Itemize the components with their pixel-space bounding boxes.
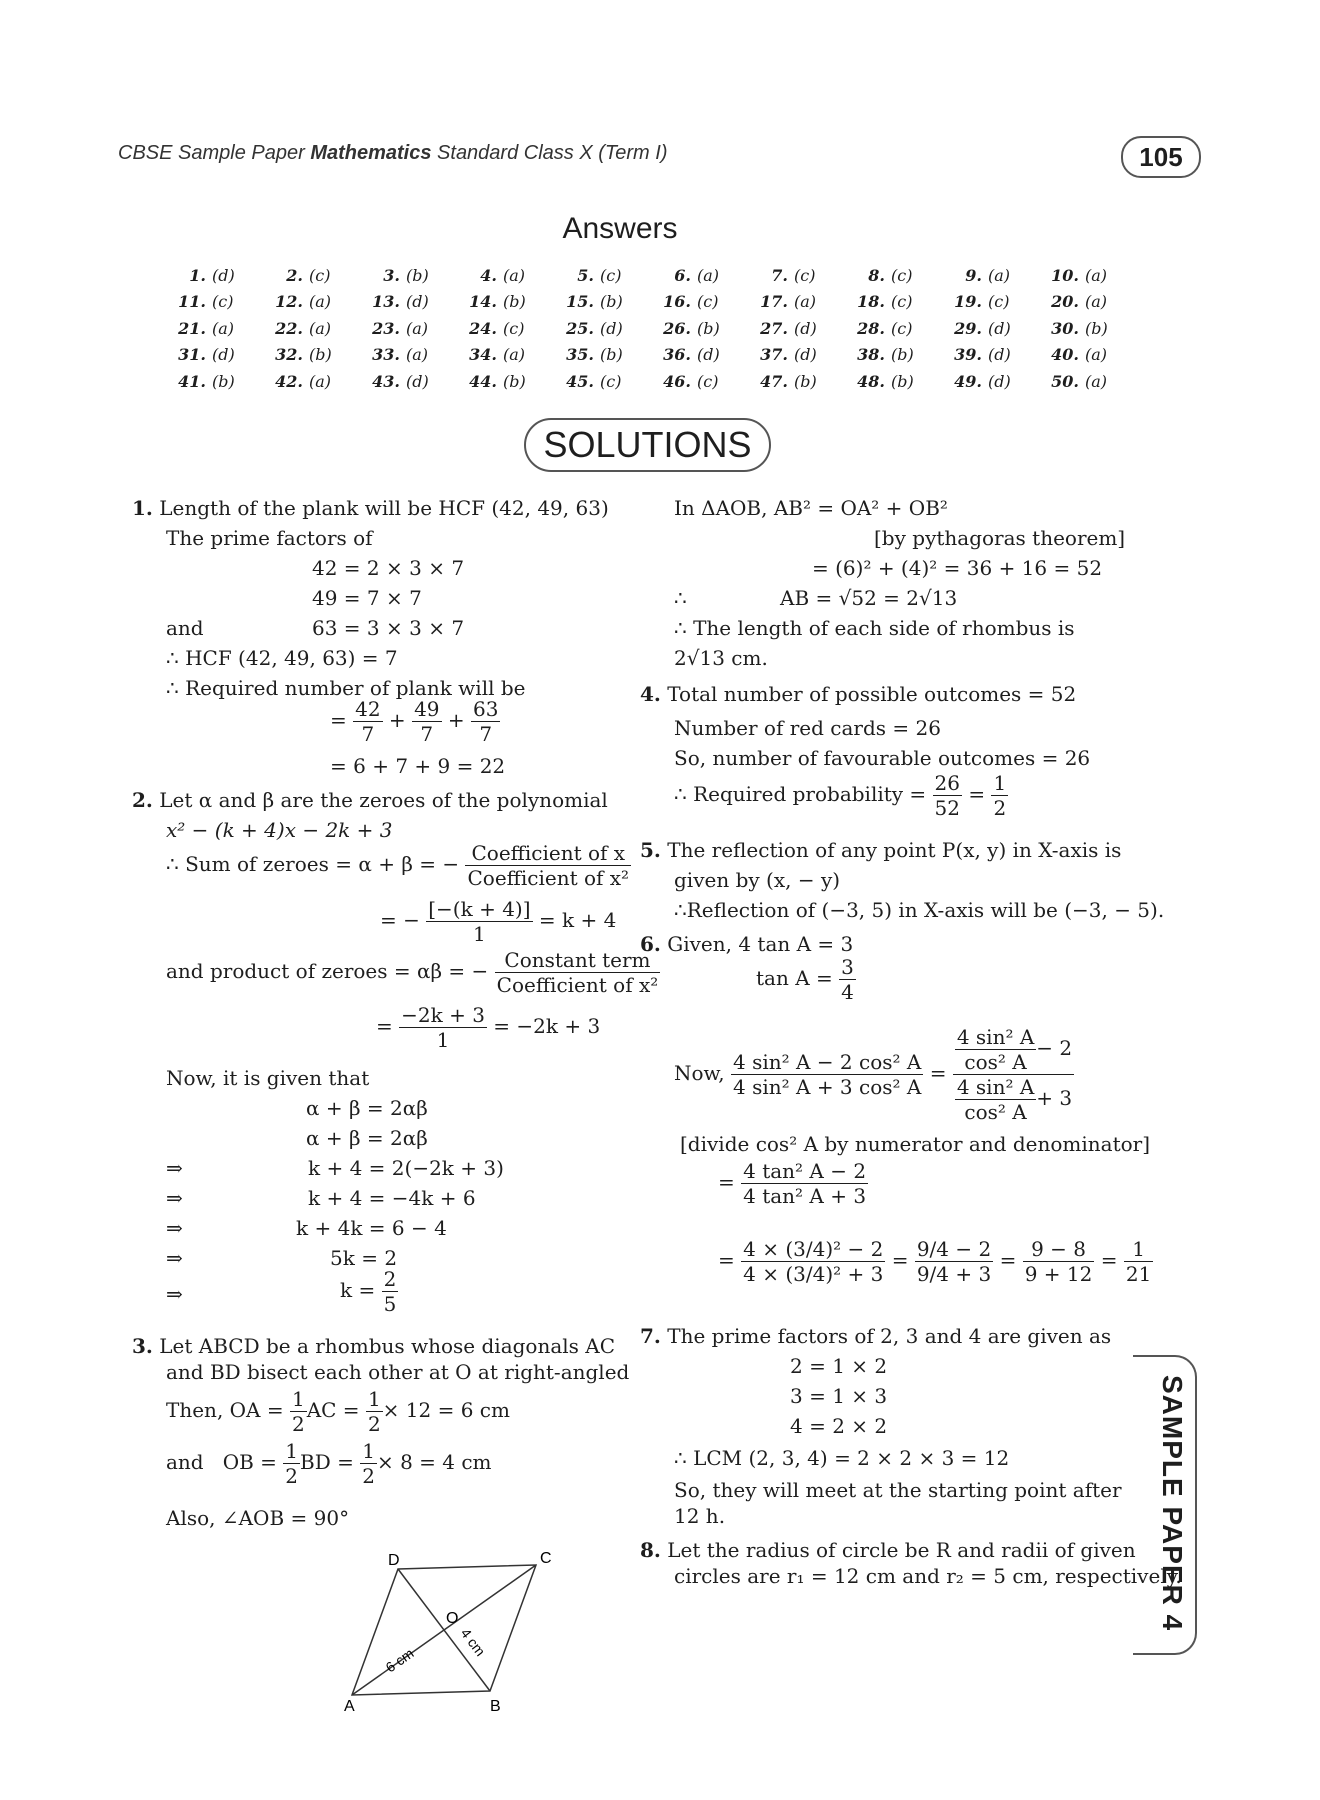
- answer-cell: [1033, 345, 1130, 364]
- answer-option: (a): [309, 371, 332, 391]
- answer-cell: [354, 292, 451, 311]
- answer-cell: [160, 372, 257, 391]
- note: [divide cos² A by numerator and denominator]: [680, 1132, 1151, 1156]
- answer-cell: [936, 266, 1033, 285]
- answer-option: (b): [503, 371, 526, 391]
- implies-arrow: ⇒: [166, 1156, 183, 1180]
- oa-equation: Then, OA = $\frac{1}{2}$ AC = $\frac{1}{2}$ × 12 = 6 cm: [166, 1387, 510, 1436]
- answer-option: (d): [794, 318, 817, 338]
- answer-number: 41.: [178, 371, 206, 391]
- answer-option: (c): [891, 265, 913, 285]
- answer-option: (b): [794, 371, 817, 391]
- equation: 2 = 1 × 2: [790, 1354, 888, 1378]
- text-line: 12 h.: [674, 1504, 726, 1528]
- text-line: Number of red cards = 26: [674, 716, 941, 740]
- tan-value: tan A = $\frac{3}{4}$: [756, 955, 854, 1004]
- expression-step-2: = $\frac{\text{4 tan² A − 2}}{\text{4 tan² A + 3}}$: [718, 1159, 867, 1208]
- answer-option: (b): [212, 371, 235, 391]
- answer-option: (c): [503, 318, 525, 338]
- equation: = (6)² + (4)² = 36 + 16 = 52: [812, 556, 1103, 580]
- answer-option: (b): [697, 318, 720, 338]
- solution-1: 1. Length of the plank will be HCF (42, 49, 63): [132, 496, 609, 520]
- answers-grid: [160, 262, 1130, 395]
- answer-option: (b): [1085, 318, 1108, 338]
- answer-number: 20.: [1051, 292, 1079, 312]
- answer-cell: [936, 292, 1033, 311]
- answer-cell: [645, 292, 742, 311]
- answer-number: 32.: [275, 345, 303, 365]
- answer-cell: [839, 372, 936, 391]
- answer-option: (a): [1085, 345, 1108, 365]
- answer-option: (a): [212, 318, 235, 338]
- answer-number: 49.: [954, 371, 982, 391]
- triangle-statement: In ΔAOB, AB² = OA² + OB²: [674, 496, 948, 520]
- answer-number: 17.: [760, 292, 788, 312]
- answer-cell: [548, 292, 645, 311]
- answer-cell: [354, 319, 451, 338]
- implies-arrow: ⇒: [166, 1186, 183, 1210]
- answer-number: 5.: [577, 265, 594, 285]
- answer-option: (c): [600, 265, 622, 285]
- answer-cell: [839, 345, 936, 364]
- text-line: 2√13 cm.: [674, 646, 768, 670]
- equation: 4 = 2 × 2: [790, 1414, 888, 1438]
- answer-cell: [354, 266, 451, 285]
- answer-number: 23.: [372, 318, 400, 338]
- answer-number: 33.: [372, 345, 400, 365]
- answer-option: (b): [891, 345, 914, 365]
- answer-row: [160, 342, 1130, 369]
- implies-arrow: ⇒: [166, 1246, 183, 1270]
- answer-cell: [257, 372, 354, 391]
- answer-cell: [548, 345, 645, 364]
- answer-number: 15.: [566, 292, 594, 312]
- angle-statement: Also, ∠AOB = 90°: [166, 1506, 350, 1530]
- answer-number: 38.: [857, 345, 885, 365]
- theorem-note: [by pythagoras theorem]: [874, 526, 1126, 550]
- ob-equation: and OB = $\frac{1}{2}$ BD = $\frac{1}{2}$ × 8 = 4 cm: [166, 1439, 492, 1488]
- answer-option: (a): [309, 292, 332, 312]
- equation: 63 = 3 × 3 × 7: [312, 616, 465, 640]
- answer-option: (d): [988, 318, 1011, 338]
- answer-cell: [839, 292, 936, 311]
- answer-cell: [160, 292, 257, 311]
- answer-cell: [742, 345, 839, 364]
- answer-option: (b): [503, 292, 526, 312]
- text-line: The prime factors of: [166, 526, 373, 550]
- answer-number: 3.: [383, 265, 400, 285]
- answer-row: [160, 289, 1130, 316]
- answer-option: (c): [600, 371, 622, 391]
- answer-number: 1.: [189, 265, 206, 285]
- answer-option: (d): [406, 292, 429, 312]
- answer-option: (d): [988, 345, 1011, 365]
- answer-number: 4.: [480, 265, 497, 285]
- answer-number: 43.: [372, 371, 400, 391]
- answer-option: (a): [697, 265, 720, 285]
- text-line: given by (x, − y): [674, 868, 841, 892]
- solution-4: 4. Total number of possible outcomes = 52: [640, 682, 1077, 706]
- answer-option: (c): [794, 265, 816, 285]
- answer-option: (c): [988, 292, 1010, 312]
- answer-number: 46.: [663, 371, 691, 391]
- text-line: and: [166, 616, 204, 640]
- answer-cell: [742, 372, 839, 391]
- answer-cell: [257, 266, 354, 285]
- answer-cell: [1033, 372, 1130, 391]
- product-step: = $\frac{-2k + 3}{1}$ = −2k + 3: [376, 1003, 601, 1052]
- answer-cell: [548, 266, 645, 285]
- equation: α + β = 2αβ: [306, 1096, 428, 1120]
- answer-number: 47.: [760, 371, 788, 391]
- answer-number: 35.: [566, 345, 594, 365]
- answer-number: 30.: [1051, 318, 1079, 338]
- equation: AB = √52 = 2√13: [780, 586, 958, 610]
- answer-number: 13.: [372, 292, 400, 312]
- equation: k + 4k = 6 − 4: [296, 1216, 447, 1240]
- side-tab-label: SAMPLE PAPER 4: [1157, 1374, 1188, 1632]
- answer-number: 39.: [954, 345, 982, 365]
- answer-cell: [160, 266, 257, 285]
- vertex-d-label: D: [388, 1552, 400, 1569]
- answer-cell: [548, 319, 645, 338]
- answer-number: 44.: [469, 371, 497, 391]
- answer-cell: [451, 266, 548, 285]
- answer-option: (d): [600, 318, 623, 338]
- answer-cell: [645, 266, 742, 285]
- solution-2: 2. Let α and β are the zeroes of the polynomial: [132, 788, 608, 812]
- answer-option: (a): [1085, 371, 1108, 391]
- answer-cell: [742, 292, 839, 311]
- answer-option: (a): [309, 318, 332, 338]
- text-line: and BD bisect each other at O at right-angled: [166, 1360, 630, 1384]
- answer-number: 12.: [275, 292, 303, 312]
- answer-cell: [354, 345, 451, 364]
- answer-number: 19.: [954, 292, 982, 312]
- solution-5: 5. The reflection of any point P(x, y) in X-axis is: [640, 838, 1122, 862]
- answer-number: 34.: [469, 345, 497, 365]
- answer-option: (d): [212, 265, 235, 285]
- equation: k + 4 = −4k + 6: [308, 1186, 476, 1210]
- label-6cm: 6 cm: [382, 1644, 417, 1676]
- answer-option: (d): [406, 371, 429, 391]
- answer-number: 8.: [868, 265, 885, 285]
- answer-cell: [451, 292, 548, 311]
- answer-option: (c): [697, 371, 719, 391]
- answer-number: 25.: [566, 318, 594, 338]
- page-number: 105: [1121, 136, 1201, 178]
- implies-arrow: ⇒: [166, 1216, 183, 1240]
- answer-option: (d): [697, 345, 720, 365]
- answer-number: 28.: [857, 318, 885, 338]
- text-line: So, they will meet at the starting point after: [674, 1478, 1122, 1502]
- answer-option: (d): [212, 345, 235, 365]
- solution-6: 6. Given, 4 tan A = 3: [640, 932, 854, 956]
- answer-cell: [936, 319, 1033, 338]
- answer-number: 24.: [469, 318, 497, 338]
- answer-option: (a): [406, 318, 429, 338]
- answer-option: (c): [891, 318, 913, 338]
- answer-cell: [742, 319, 839, 338]
- answer-cell: [160, 319, 257, 338]
- vertex-b-label: B: [490, 1698, 501, 1715]
- answer-row: [160, 262, 1130, 289]
- text-line: ∴ Required number of plank will be: [166, 676, 526, 700]
- answer-number: 18.: [857, 292, 885, 312]
- solution-8: 8. Let the radius of circle be R and radii of given: [640, 1538, 1136, 1562]
- fraction-sum: = $\frac{42}{7}$ + $\frac{49}{7}$ + $\frac{63}{7}$: [330, 697, 499, 746]
- answer-option: (a): [406, 345, 429, 365]
- answer-number: 10.: [1051, 265, 1079, 285]
- vertex-a-label: A: [344, 1698, 355, 1715]
- equation: 42 = 2 × 3 × 7: [312, 556, 465, 580]
- answer-option: (c): [309, 265, 331, 285]
- answer-cell: [839, 319, 936, 338]
- answer-number: 11.: [178, 292, 206, 312]
- running-header: CBSE Sample Paper Mathematics Standard Class X (Term I): [118, 142, 668, 164]
- sum-of-zeroes: ∴ Sum of zeroes = α + β = − $\frac{\text{Coefficient of x}}{\text{Coefficient of x²}}$: [166, 841, 630, 890]
- answer-cell: [936, 345, 1033, 364]
- expression-step-3: = $\frac{\text{4 × (3/4)² − 2}}{\text{4 × (3/4)² + 3}}$ = $\frac{9/4 - 2}{9/4 + 3}$ = $\frac{9 - 8}{9 + 12}$ = $\frac{1}{21}$: [718, 1237, 1152, 1286]
- answer-cell: [1033, 319, 1130, 338]
- answer-cell: [257, 292, 354, 311]
- therefore-symbol: ∴: [674, 586, 687, 610]
- answer-number: 6.: [674, 265, 691, 285]
- answer-number: 29.: [954, 318, 982, 338]
- answer-number: 48.: [857, 371, 885, 391]
- answer-number: 40.: [1051, 345, 1079, 365]
- equation: 5k = 2: [330, 1246, 398, 1270]
- answer-cell: [1033, 266, 1130, 285]
- equation: α + β = 2αβ: [306, 1126, 428, 1150]
- answer-option: (a): [503, 345, 526, 365]
- solutions-title: SOLUTIONS: [524, 418, 771, 472]
- answer-number: 26.: [663, 318, 691, 338]
- answer-cell: [1033, 292, 1130, 311]
- answer-number: 50.: [1051, 371, 1079, 391]
- answer-option: (b): [406, 265, 429, 285]
- sum-step: = − $\frac{[-(k + 4)]}{1}$ = k + 4: [380, 897, 617, 946]
- answer-number: 37.: [760, 345, 788, 365]
- answer-option: (c): [212, 292, 234, 312]
- answer-cell: [645, 319, 742, 338]
- text-line: ∴Reflection of (−3, 5) in X-axis will be (−3, − 5).: [674, 898, 1165, 922]
- text-line: Now, it is given that: [166, 1066, 370, 1090]
- answer-cell: [742, 266, 839, 285]
- answer-option: (a): [1085, 265, 1108, 285]
- answer-cell: [451, 345, 548, 364]
- answer-number: 36.: [663, 345, 691, 365]
- answer-cell: [936, 372, 1033, 391]
- answer-option: (b): [309, 345, 332, 365]
- answer-option: (a): [988, 265, 1011, 285]
- equation: = 6 + 7 + 9 = 22: [330, 754, 506, 778]
- answer-cell: [451, 319, 548, 338]
- equation: k + 4 = 2(−2k + 3): [308, 1156, 504, 1180]
- k-result: k = $\frac{2}{5}$: [340, 1267, 397, 1316]
- answer-number: 31.: [178, 345, 206, 365]
- answer-number: 27.: [760, 318, 788, 338]
- answer-cell: [160, 345, 257, 364]
- text-line: ∴ The length of each side of rhombus is: [674, 616, 1075, 640]
- product-of-zeroes: and product of zeroes = αβ = − $\frac{\text{Constant term}}{\text{Coefficient of x²}}$: [166, 948, 659, 997]
- text-line: ∴ LCM (2, 3, 4) = 2 × 2 × 3 = 12: [674, 1446, 1010, 1470]
- answer-option: (b): [600, 345, 623, 365]
- implies-arrow: ⇒: [166, 1282, 183, 1306]
- diagonal-bd: [398, 1569, 490, 1691]
- solution-3: 3. Let ABCD be a rhombus whose diagonals AC: [132, 1334, 616, 1358]
- equation: 49 = 7 × 7: [312, 586, 422, 610]
- answer-cell: [257, 345, 354, 364]
- center-o-label: O: [446, 1610, 459, 1627]
- text-line: circles are r₁ = 12 cm and r₂ = 5 cm, respectively.: [674, 1564, 1182, 1588]
- text-line: ∴ HCF (42, 49, 63) = 7: [166, 646, 398, 670]
- solution-7: 7. The prime factors of 2, 3 and 4 are given as: [640, 1324, 1112, 1348]
- answer-option: (a): [503, 265, 526, 285]
- polynomial: x² − (k + 4)x − 2k + 3: [166, 818, 393, 842]
- rhombus-figure: [240, 1533, 640, 1715]
- answer-number: 45.: [566, 371, 594, 391]
- answer-number: 2.: [286, 265, 303, 285]
- answer-row: [160, 315, 1130, 342]
- answer-number: 9.: [965, 265, 982, 285]
- answer-number: 22.: [275, 318, 303, 338]
- vertex-c-label: C: [540, 1550, 552, 1567]
- answer-cell: [257, 319, 354, 338]
- answers-title: Answers: [562, 212, 678, 245]
- expression-step-1: Now, $\frac{\text{4 sin² A − 2 cos² A}}{\text{4 sin² A + 3 cos² A}}$ = $\frac{\text{4 sin² A}}{\text{cos² A}}$ − 2 $\frac{\text{4 sin² A}}{\text{cos² A}}$ + 3: [674, 1025, 1073, 1124]
- answer-cell: [548, 372, 645, 391]
- answer-number: 21.: [178, 318, 206, 338]
- answer-option: (d): [794, 345, 817, 365]
- answer-row: [160, 368, 1130, 395]
- answer-number: 14.: [469, 292, 497, 312]
- answer-cell: [645, 345, 742, 364]
- label-4cm: 4 cm: [457, 1625, 489, 1660]
- text-line: So, number of favourable outcomes = 26: [674, 746, 1091, 770]
- answer-option: (c): [891, 292, 913, 312]
- answer-number: 7.: [771, 265, 788, 285]
- answer-cell: [645, 372, 742, 391]
- answer-number: 42.: [275, 371, 303, 391]
- answer-option: (a): [794, 292, 817, 312]
- answer-option: (b): [891, 371, 914, 391]
- answer-option: (a): [1085, 292, 1108, 312]
- answer-option: (b): [600, 292, 623, 312]
- answer-option: (d): [988, 371, 1011, 391]
- answer-cell: [354, 372, 451, 391]
- answer-option: (c): [697, 292, 719, 312]
- answer-cell: [839, 266, 936, 285]
- answer-cell: [451, 372, 548, 391]
- answer-number: 16.: [663, 292, 691, 312]
- probability-result: ∴ Required probability = $\frac{26}{52}$ = $\frac{1}{2}$: [674, 771, 1007, 820]
- equation: 3 = 1 × 3: [790, 1384, 888, 1408]
